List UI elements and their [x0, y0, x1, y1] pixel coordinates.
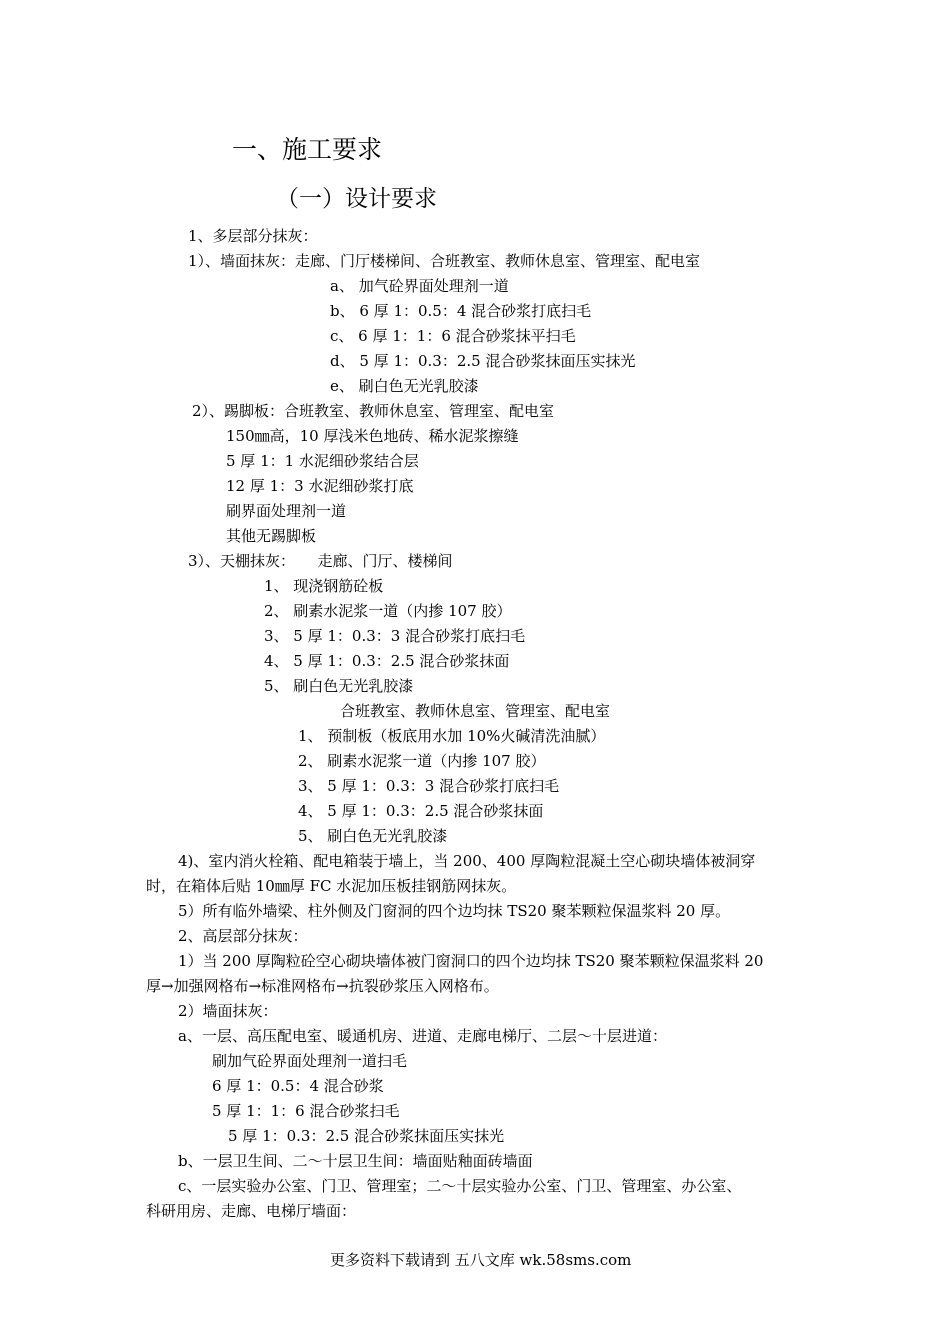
text-line: 2、 刷素水泥浆一道（内掺 107 胶）	[264, 602, 512, 620]
text-line: d、 5 厚 1：0.3：2.5 混合砂浆抹面压实抹光	[330, 352, 636, 370]
text-line: 3）、天棚抹灰： 走廊、门厅、楼梯间	[188, 552, 453, 570]
text-line: e、 刷白色无光乳胶漆	[330, 377, 479, 395]
text-line: 1）、墙面抹灰：走廊、门厅楼梯间、合班教室、教师休息室、管理室、配电室	[188, 252, 701, 270]
text-line: a、 加气砼界面处理剂一道	[330, 277, 509, 295]
section-heading: 一、施工要求	[232, 135, 383, 164]
footer-text: 更多资料下载请到 五八文库 wk.58sms.com	[330, 1251, 632, 1269]
text-line: 2）、踢脚板：合班教室、教师休息室、管理室、配电室	[192, 402, 555, 420]
text-line: c、一层实验办公室、门卫、管理室；二～十层实验办公室、门卫、管理室、办公室、	[178, 1177, 742, 1195]
text-line: 5 厚 1：0.3：2.5 混合砂浆抹面压实抹光	[228, 1127, 505, 1145]
text-line: b、 6 厚 1：0.5：4 混合砂浆打底扫毛	[330, 302, 592, 320]
subsection-heading: （一）设计要求	[276, 186, 437, 212]
text-line: 1、 预制板（板底用水加 10%火碱清洗油腻）	[298, 727, 606, 745]
text-line: 5）所有临外墙梁、柱外侧及门窗洞的四个边均抹 TS20 聚苯颗粒保温浆料 20 厚。	[178, 902, 731, 920]
text-line: 2、高层部分抹灰：	[178, 927, 308, 945]
text-line: 5 厚 1：1 水泥细砂浆结合层	[226, 452, 419, 470]
text-line: 其他无踢脚板	[226, 527, 317, 545]
text-line: 1、 现浇钢筋砼板	[264, 577, 384, 595]
text-line: 4)、室内消火栓箱、配电箱装于墙上，当 200、400 厚陶粒混凝土空心砌块墙体被洞穿	[178, 852, 756, 870]
text-line: 150㎜高，10 厚浅米色地砖、稀水泥浆擦缝	[226, 427, 519, 445]
text-line: b、一层卫生间、二～十层卫生间：墙面贴釉面砖墙面	[178, 1152, 533, 1170]
text-line: 3、 5 厚 1：0.3：3 混合砂浆打底扫毛	[298, 777, 560, 795]
text-line: 5、 刷白色无光乳胶漆	[298, 827, 448, 845]
text-line: 4、 5 厚 1：0.3：2.5 混合砂浆抹面	[298, 802, 544, 820]
text-line: 4、 5 厚 1：0.3：2.5 混合砂浆抹面	[264, 652, 510, 670]
text-line: 6 厚 1：0.5：4 混合砂浆	[212, 1077, 384, 1095]
text-line: 2、 刷素水泥浆一道（内掺 107 胶）	[298, 752, 546, 770]
text-line: 合班教室、教师休息室、管理室、配电室	[340, 702, 611, 720]
text-line: 3、 5 厚 1：0.3：3 混合砂浆打底扫毛	[264, 627, 526, 645]
text-line: 科研用房、走廊、电梯厅墙面：	[146, 1202, 357, 1220]
text-line: 刷界面处理剂一道	[226, 502, 347, 520]
text-line: 1）当 200 厚陶粒砼空心砌块墙体被门窗洞口的四个边均抹 TS20 聚苯颗粒保温浆料 20	[178, 952, 764, 970]
text-line: 12 厚 1：3 水泥细砂浆打底	[226, 477, 414, 495]
text-line: 厚→加强网格布→标准网格布→抗裂砂浆压入网格布。	[146, 977, 499, 995]
text-line: 时，在箱体后贴 10㎜厚 FC 水泥加压板挂钢筋网抹灰。	[146, 877, 517, 895]
text-line: 刷加气砼界面处理剂一道扫毛	[212, 1052, 408, 1070]
text-line: 2）墙面抹灰：	[178, 1002, 278, 1020]
text-line: 5 厚 1：1：6 混合砂浆扫毛	[212, 1102, 400, 1120]
text-line: 5、 刷白色无光乳胶漆	[264, 677, 414, 695]
text-line: 1、多层部分抹灰：	[188, 227, 318, 245]
text-line: c、 6 厚 1：1：6 混合砂浆抹平扫毛	[330, 327, 576, 345]
text-line: a、一层、高压配电室、暖通机房、进道、走廊电梯厅、二层～十层进道：	[178, 1027, 667, 1045]
